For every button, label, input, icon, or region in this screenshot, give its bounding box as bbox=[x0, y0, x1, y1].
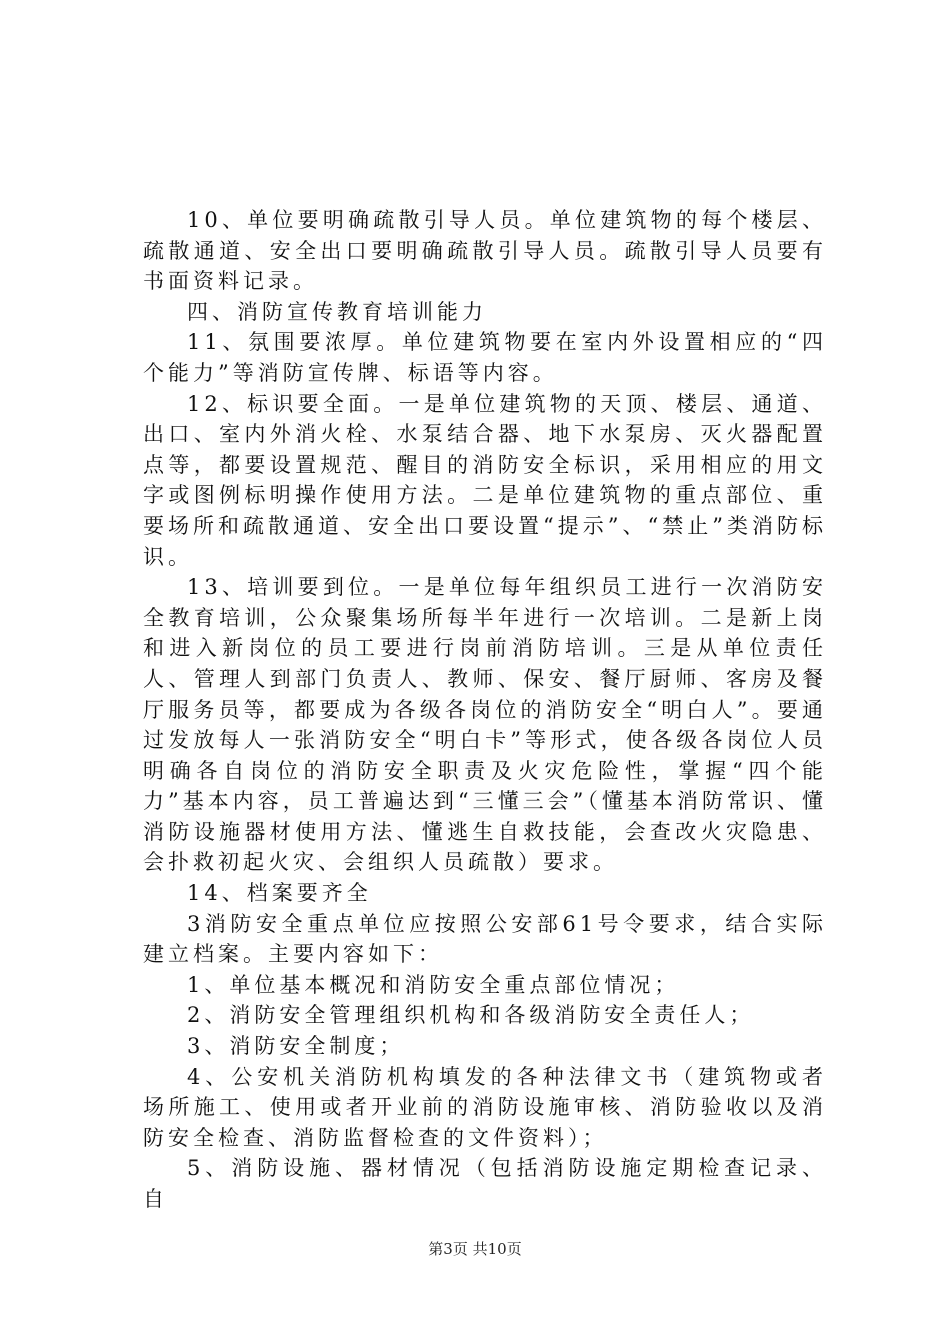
paragraph-10-evacuation-guides: 10、单位要明确疏散引导人员。单位建筑物的每个楼层、疏散通道、安全出口要明确疏散引导人员。疏散引导人员要有书面资料记录。 bbox=[143, 208, 827, 294]
list-item-3: 3、消防安全制度； bbox=[187, 1034, 405, 1059]
paragraph-14-archives: 14、档案要齐全 bbox=[187, 881, 372, 906]
paragraph-12-signage: 12、标识要全面。一是单位建筑物的天顶、楼层、通道、出口、室内外消火栓、水泵结合器、地下水泵房、灭火器配置点等，都要设置规范、醒目的消防安全标识，采用相应的用文字或图例标明操作使用方法。二是单位建筑物的重点部位、重要场所和疏散通道、安全出口要设置“提示”、“禁止”类消防标识。 bbox=[143, 391, 827, 569]
paragraph-13-training: 13、培训要到位。一是单位每年组织员工进行一次消防安全教育培训，公众聚集场所每半年进行一次培训。二是新上岗和进入新岗位的员工要进行岗前消防培训。三是从单位责任人、管理人到部门负责人、教师、保安、餐厅厨师、客房及餐厅服务员等，都要成为各级各岗位的消防安全“明白人”。要通过发放每人一张消防安全“明白卡”等形式，使各级各岗位人员明确各自岗位的消防安全职责及火灾危险性，掌握“四个能力”基本内容，员工普遍达到“三懂三会”（懂基本消防常识、懂消防设施器材使用方法、懂逃生自救技能，会查改火灾隐患、会扑救初起火灾、会组织人员疏散）要求。 bbox=[143, 575, 827, 875]
page-number-footer: 第3页 共10页 bbox=[428, 1240, 522, 1258]
paragraph-archive-intro: 3消防安全重点单位应按照公安部61号令要求，结合实际建立档案。主要内容如下： bbox=[143, 911, 827, 967]
list-item-5: 5、消防设施、器材情况（包括消防设施定期检查记录、自 bbox=[143, 1156, 827, 1211]
list-item-4: 4、公安机关消防机构填发的各种法律文书（建筑物或者场所施工、使用或者开业前的消防设施审核、消防验收以及消防安全检查、消防监督检查的文件资料）； bbox=[143, 1064, 827, 1150]
section-heading-training-capability: 四、消防宣传教育培训能力 bbox=[187, 299, 487, 324]
document-body bbox=[143, 205, 827, 1215]
list-item-2: 2、消防安全管理组织机构和各级消防安全责任人； bbox=[187, 1003, 755, 1028]
list-item-1: 1、单位基本概况和消防安全重点部位情况； bbox=[187, 972, 680, 997]
paragraph-11-atmosphere: 11、氛围要浓厚。单位建筑物要在室内外设置相应的“四个能力”等消防宣传牌、标语等内容。 bbox=[143, 330, 827, 385]
